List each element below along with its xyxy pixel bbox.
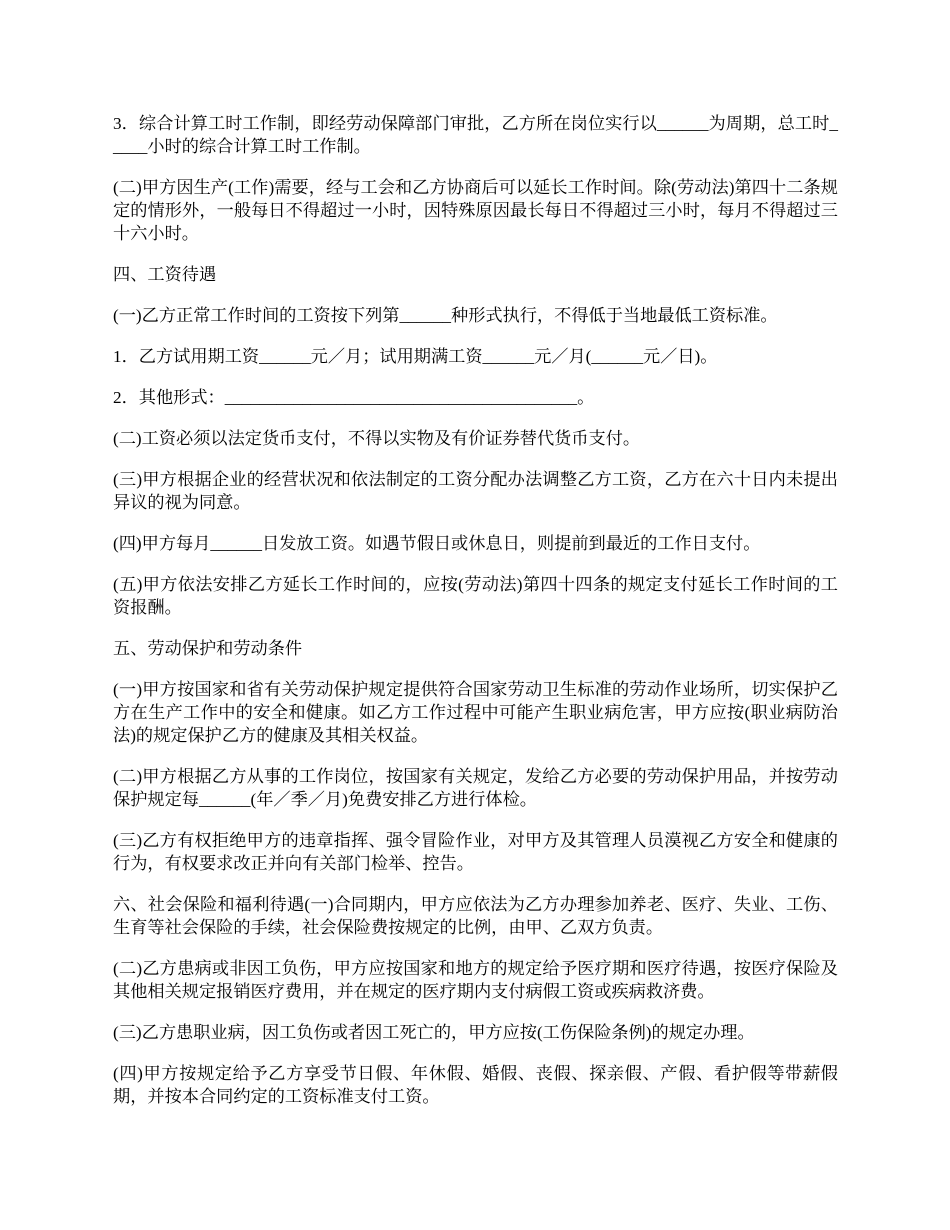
clause-legal-currency: (二)工资必须以法定货币支付，不得以实物及有价证券替代货币支付。	[113, 429, 641, 448]
section-heading-wages: 四、工资待遇	[113, 265, 217, 284]
clause-probation-wage: 1．乙方试用期工资______元／月；试用期满工资______元／月(______元／日)。	[113, 347, 718, 366]
clause-refuse-unsafe-orders: (三)乙方有权拒绝甲方的违章指挥、强令冒险作业，对甲方及其管理人员漠视乙方安全和健康的行为，有权要求改正并向有关部门检举、控告。	[113, 831, 838, 873]
clause-occupational-disease: (三)乙方患职业病，因工负伤或者因工死亡的，甲方应按(工伤保险条例)的规定办理。	[113, 1023, 755, 1042]
clause-sick-leave: (二)乙方患病或非因工负伤，甲方应按国家和地方的规定给予医疗期和医疗待遇，按医疗保险及其他相关规定报销医疗费用，并在规定的医疗期内支付病假工资或疾病救济费。	[113, 959, 838, 1001]
clause-overtime-limits: (二)甲方因生产(工作)需要，经与工会和乙方协商后可以延长工作时间。除(劳动法)第四十二条规定的情形外，一般每日不得超过一小时，因特殊原因最长每日不得超过三小时，每月不得超过三十六小时。	[113, 178, 838, 243]
clause-wage-adjustment: (三)甲方根据企业的经营状况和依法制定的工资分配办法调整乙方工资，乙方在六十日内未提出异议的视为同意。	[113, 470, 838, 512]
clause-overtime-pay: (五)甲方依法安排乙方延长工作时间的，应按(劳动法)第四十四条的规定支付延长工作时间的工资报酬。	[113, 575, 838, 617]
clause-paid-leave: (四)甲方按规定给予乙方享受节日假、年休假、婚假、丧假、探亲假、产假、看护假等带薪假期，并按本合同约定的工资标准支付工资。	[113, 1064, 838, 1106]
clause-protective-equipment: (二)甲方根据乙方从事的工作岗位，按国家有关规定，发给乙方必要的劳动保护用品，并按劳动保护规定每______(年／季／月)免费安排乙方进行体检。	[113, 767, 838, 809]
section-heading-labor-protection: 五、劳动保护和劳动条件	[113, 639, 303, 658]
clause-workplace-safety: (一)甲方按国家和省有关劳动保护规定提供符合国家劳动卫生标准的劳动作业场所，切实保护乙方在生产工作中的安全和健康。如乙方工作过程中可能产生职业病危害，甲方应按(职业病防治法)的规定保护乙方的健康及其相关权益。	[113, 680, 838, 745]
clause-comprehensive-working-hours: 3．综合计算工时工作制，即经劳动保障部门审批，乙方所在岗位实行以______为周期，总工时_____小时的综合计算工时工作制。	[113, 114, 838, 156]
clause-wage-form: (一)乙方正常工作时间的工资按下列第______种形式执行，不得低于当地最低工资标准。	[113, 306, 778, 325]
clause-social-insurance: 六、社会保险和福利待遇(一)合同期内，甲方应依法为乙方办理参加养老、医疗、失业、工伤、生育等社会保险的手续，社会保险费按规定的比例，由甲、乙双方负责。	[113, 895, 838, 937]
clause-payday: (四)甲方每月______日发放工资。如遇节假日或休息日，则提前到最近的工作日支付。	[113, 534, 761, 553]
clause-other-form: 2．其他形式：_________________________________________。	[113, 388, 595, 407]
